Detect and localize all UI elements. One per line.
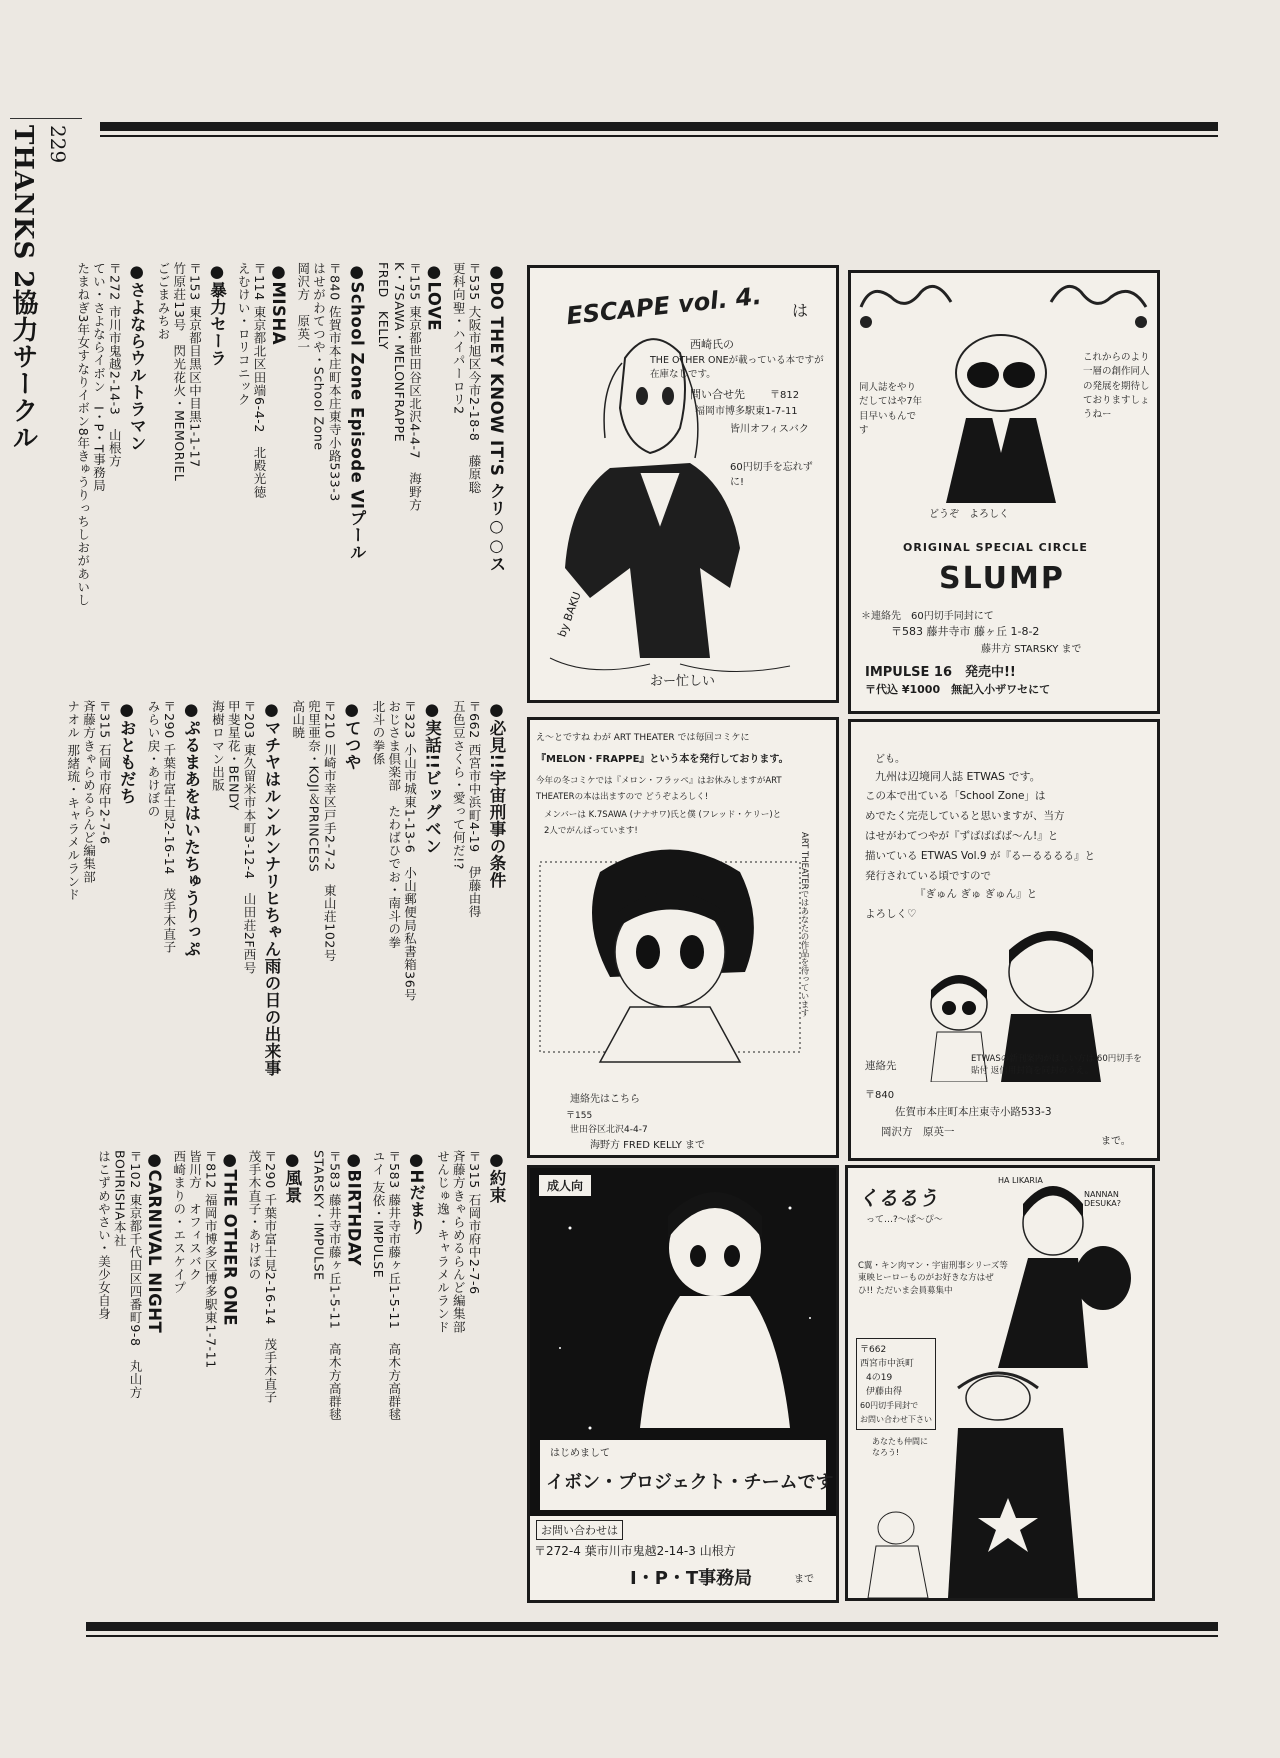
melon-text: え～とですね わが ART THEATER では毎回コミケに [536, 733, 750, 743]
circle-member: 高山暁 [290, 700, 306, 740]
circle-entry [450, 700, 509, 918]
melon-text: 今年の冬コミケでは『メロン・フラッペ』はお休みしますがART [536, 776, 782, 786]
page-number: 229 [46, 125, 70, 164]
circle-name: ●BIRTHDAY [344, 1150, 364, 1267]
circle-name: ●MISHA [269, 262, 288, 346]
circle-name: ●Hだまり [406, 1150, 426, 1235]
circle-entry [170, 1150, 239, 1369]
escape-note: 福岡市博多駅東1-7-11 [695, 406, 798, 417]
circle-member: BOHRISHA本社 [112, 1150, 128, 1247]
circle-address: 〒840 佐賀市本庄町本庄東寺小路533-3 [327, 262, 343, 502]
circle-address: 〒102 東京都千代田区四番町9-8 丸山方 [128, 1150, 143, 1399]
circle-entry [74, 262, 148, 607]
circle-member: ナオル 那緒琉・キャラメルランド [65, 700, 81, 902]
circle-address: 〒323 小山市城東1-13-6 小山郵便局私書箱36号 [402, 700, 418, 1002]
circle-member: せんじゅ逸・キャラメルランド [435, 1150, 451, 1334]
page-title: THANKS 2協力サークル [8, 125, 38, 452]
circle-member: てい・さよならイボン I・P・T事務局 [91, 262, 107, 493]
top-rule [100, 122, 1218, 131]
slump-greeting: どうぞ よろしく [929, 509, 1009, 520]
kururu-address: 〒662 [860, 1345, 887, 1355]
circle-address: 〒153 東京都目黒区中目黒1-1-17 [187, 262, 203, 468]
circle-entry [374, 262, 443, 512]
circle-member: 北斗の拳係 [371, 700, 386, 766]
circle-address: 〒583 藤井寺市藤ヶ丘1-5-11 高木方高群毬 [327, 1150, 343, 1422]
melon-text: THEATERの本は出ますので どうぞよろしく! [536, 792, 709, 802]
escape-illustration [530, 268, 830, 688]
circle-name: ●School Zone Episode VIプール [347, 262, 367, 561]
circle-address: 〒114 東京都北区田端6-4-2 北殿光徳 [252, 262, 267, 499]
escape-note: 西崎氏の [690, 338, 734, 351]
side-header-line [10, 118, 82, 119]
ipt-hello: はじめまして [550, 1448, 610, 1459]
etwas-text: めでたく完売していると思いますが、当方 [865, 810, 1065, 822]
circle-address: 〒662 西宮市中浜町4-19 伊藤由得 [467, 700, 482, 919]
circle-name: ●さよならウルトラマン [127, 262, 147, 452]
melon-contact: 連絡先はこちら [570, 1094, 640, 1105]
slump-release: IMPULSE 16 発売中!! [865, 665, 1016, 680]
ad-panel-etwas [848, 719, 1160, 1161]
melon-address: 〒155 [566, 1111, 593, 1121]
etwas-info: ETWASの新刊案内がほしい方は 60円切手を 貼付 返信用封筒を同封のうえ。 [971, 1054, 1142, 1076]
circle-member: 斉藤方きゃらめるらんど編集部 [81, 700, 97, 884]
circle-member: 西崎まりの・エスケイプ [171, 1150, 187, 1295]
escape-footer: おー忙しい [650, 674, 716, 689]
kururu-address: 伊藤由得 [866, 1387, 903, 1397]
circle-member: K・7SAWA・MELONFRAPPE [391, 262, 407, 443]
circle-member: 五色豆さくら・愛って何だ!? [451, 700, 467, 871]
circle-entry [434, 1150, 508, 1333]
circle-entry [310, 1150, 364, 1421]
circle-member: はせがわてつや・School Zone [311, 262, 327, 451]
slump-address: ＊連絡先 60円切手同封にて [861, 611, 994, 622]
circle-member: 斉藤方きゃらめるらんど編集部 [451, 1150, 467, 1334]
circle-entry [294, 262, 368, 561]
escape-title: ESCAPE vol. 4. [565, 281, 763, 331]
etwas-text: 描いている ETWAS Vol.9 が『るーるるるる』と [865, 850, 1095, 862]
ipt-badge: 成人向 [538, 1174, 592, 1197]
etwas-text: はせがわてつやが『ずばばばば～ん!』と [865, 830, 1059, 842]
circle-entry [369, 1150, 428, 1421]
circle-address: 〒210 川崎市幸区戸手2-7-2 東山荘102号 [322, 700, 338, 963]
circle-name: ●必見!!宇宙刑事の条件 [487, 700, 506, 889]
ad-panel-escape [527, 265, 839, 703]
melon-side-text: ART THEATERではあなたの作品を待っています [799, 832, 809, 1018]
circle-name: ●おともだち [117, 700, 137, 805]
slump-bubble: 同人誌をやりだしてはや7年目早いもんです [859, 382, 923, 436]
ad-panel-slump [848, 270, 1160, 714]
kururu-address: 60円切手同封で [860, 1401, 919, 1410]
etwas-contact: 連絡先 [865, 1060, 897, 1072]
circle-name: ●風景 [282, 1150, 302, 1204]
circle-entry [235, 262, 289, 498]
slump-address: 藤井方 STARSKY まで [981, 644, 1082, 655]
circle-member: みらい戻・あけぼの [146, 700, 161, 818]
ipt-contact: お問い合わせは [536, 1520, 623, 1540]
etwas-made: まで。 [1101, 1136, 1131, 1147]
circle-entry [245, 1150, 304, 1404]
circle-name: ●CARNIVAL NIGHT [145, 1150, 164, 1334]
slump-price: 〒代込 ¥1000 無記入小ザワセにて [865, 683, 1051, 696]
circle-address: 〒315 石岡市府中2-7-6 [97, 700, 113, 845]
circle-address: 〒583 藤井寺市藤ヶ丘1-5-11 高木方高群毬 [386, 1150, 402, 1422]
slump-label: ORIGINAL SPECIAL CIRCLE [903, 541, 1088, 554]
circle-member: 竹原荘13号 閃光花火・MEMORIEL [171, 262, 187, 482]
circle-name: ●THE OTHER ONE [220, 1150, 240, 1326]
circle-member: FRED KELLY [376, 262, 391, 350]
circle-name: ●てつや [342, 700, 362, 771]
melon-address: 海野方 FRED KELLY まで [590, 1140, 706, 1151]
circle-member: 皆川方 オフィスバク [187, 1150, 203, 1281]
kururu-desc: C翼・キン肉マン・宇宙刑事シリーズ等東映ヒーローものがお好きな方はぜひ!! ただいま会員募集中 [858, 1261, 1008, 1296]
escape-ha: は [792, 301, 809, 320]
circle-member: 兜里亜奈・KOJI＆PRINCESS [306, 700, 322, 873]
ad-panel-ipt [527, 1165, 839, 1603]
kururu-sub: って…?～ぱ～ぴ～ [866, 1215, 943, 1225]
ipt-title: イボン・プロジェクト・チームです [546, 1472, 834, 1493]
circle-entry [209, 700, 283, 1077]
circle-address: 〒535 大阪市旭区今市2-18-8 藤原聡 [467, 262, 482, 494]
melon-text: 『MELON・FRAPPE』という本を発行しております。 [536, 754, 789, 765]
circle-entry [450, 262, 509, 573]
etwas-address: 佐賀市本庄町本庄東寺小路533-3 [895, 1106, 1052, 1118]
circle-member: 海樹ロマン出版 [210, 700, 226, 792]
etwas-text: 発行されている頃ですので [865, 870, 991, 882]
melon-illustration [530, 832, 836, 1132]
circle-member: えむけい・ロリコニック [236, 262, 252, 407]
circle-address: 〒290 千葉市富士見2-16-14 茂手木直子 [262, 1150, 278, 1404]
circle-address: 〒812 福岡市博多区博多駅東1-7-11 [203, 1150, 219, 1369]
ad-panel-kururu [845, 1165, 1155, 1601]
circle-entry [154, 262, 228, 481]
circle-member: ユイ 友依・IMPULSE [371, 1150, 386, 1279]
slump-right-note: これからのより一層の創作同人の発展を期待しておりますしょうねー [1083, 352, 1150, 420]
circle-member: たまねぎ3年女すなりイボン8年きゅうりっちしおがあいし [75, 262, 91, 607]
circle-address: 〒203 東久留米市本町3-12-4 山田荘2F西号 [242, 700, 257, 975]
slump-address: 〒583 藤井寺市 藤ヶ丘 1-8-2 [891, 625, 1040, 638]
escape-signature: by BAKU [555, 590, 584, 639]
top-rule-thin [100, 135, 1218, 137]
ad-panel-melon-frappe [527, 717, 839, 1158]
circle-address: 〒272 市川市鬼越2-14-3 山根方 [107, 262, 123, 468]
circle-entry [369, 700, 443, 1001]
escape-note: 皆川オフィスバク [730, 424, 809, 435]
circle-member: 更科向聖・ハイパーロリ2 [451, 262, 467, 415]
circle-member: おじさま倶楽部 たわばひでお・南斗の拳 [386, 700, 402, 949]
escape-note: 問い合せ先 [690, 388, 745, 401]
etwas-address: 〒840 [865, 1090, 895, 1101]
circle-name: ●DO THEY KNOW IT'S クリ○○ス [487, 262, 506, 573]
kururu-logo: くるるう [858, 1186, 938, 1210]
circle-name: ●約束 [487, 1150, 506, 1204]
circle-member: STARSKY・IMPULSE [311, 1150, 327, 1281]
circle-member: ごごまみちお [156, 262, 171, 341]
ipt-address: 〒272-4 葉市川市鬼越2-14-3 山根方 [534, 1544, 736, 1558]
kururu-address: お問い合わせ下さい [860, 1415, 932, 1424]
circle-name: ●実話!!ビッグベン [422, 700, 442, 855]
etwas-text: この本で出ている「School Zone」は [865, 790, 1046, 802]
circle-address: 〒155 東京都世田谷区北沢4-4-7 海野方 [407, 262, 423, 512]
melon-text: メンバーは K.7SAWA (ナナサワ)氏と僕 (フレッド・ケリー)と [544, 810, 782, 820]
escape-note: 60円切手を忘れずに! [730, 462, 813, 488]
circle-name: ●暴力セーラ [207, 262, 227, 367]
etwas-address: 岡沢方 原英一 [881, 1126, 955, 1138]
circle-entry [289, 700, 363, 962]
bottom-rule [86, 1622, 1218, 1631]
circle-address: 〒290 千葉市富士見2-16-14 茂手木直子 [161, 700, 177, 954]
kururu-address: 4の19 [866, 1373, 893, 1383]
ipt-made: まで [794, 1574, 814, 1585]
etwas-text: 『ぎゅん ぎゅ ぎゅん』と [915, 888, 1038, 900]
circle-entry [64, 700, 138, 901]
slump-name: SLUMP [939, 561, 1065, 596]
etwas-text: よろしく♡ [865, 908, 917, 920]
circle-list-block-3 [88, 1150, 508, 1610]
circle-member: はこずめやさい・美少女自身 [96, 1150, 112, 1321]
circle-name: ●LOVE [424, 262, 444, 332]
circle-entry [95, 1150, 164, 1399]
bottom-rule-thin [86, 1635, 1218, 1637]
kururu-bottom: あなたも仲間になろう! [872, 1437, 928, 1457]
ipt-office: I・P・T事務局 [630, 1568, 753, 1589]
kururu-ha: HA LIKARIA [998, 1176, 1043, 1185]
circle-name: ●ぷるまあをはいたちゅうりっぷ [181, 700, 201, 958]
etwas-text: ども。 [875, 754, 905, 765]
melon-address: 世田谷区北沢4-4-7 [570, 1125, 648, 1135]
melon-text: 2人でがんばっています! [544, 826, 638, 836]
circle-member: 甲斐星花・BENDY [226, 700, 242, 811]
etwas-text: 九州は辺境同人誌 ETWAS です。 [875, 770, 1041, 783]
circle-address: 〒315 石岡市府中2-7-6 [467, 1150, 482, 1295]
circle-member: 岡沢方 原英一 [295, 262, 311, 354]
circle-name: ●マチヤはルンルンナリヒちゃん雨の日の出来事 [262, 700, 281, 1077]
kururu-address: 西宮市中浜町 [860, 1359, 915, 1369]
circle-member: 茂手木直子・あけぼの [247, 1150, 262, 1281]
kururu-nanan: NANNAN DESUKA? [1084, 1190, 1121, 1208]
escape-note: THE OTHER ONEが載っている本ですが在庫なしです。 [650, 355, 824, 380]
circle-list-block-1 [75, 262, 508, 702]
circle-list-block-2 [65, 700, 508, 1160]
page-header [6, 125, 70, 545]
escape-note: 〒812 [770, 390, 800, 401]
circle-entry [144, 700, 203, 958]
